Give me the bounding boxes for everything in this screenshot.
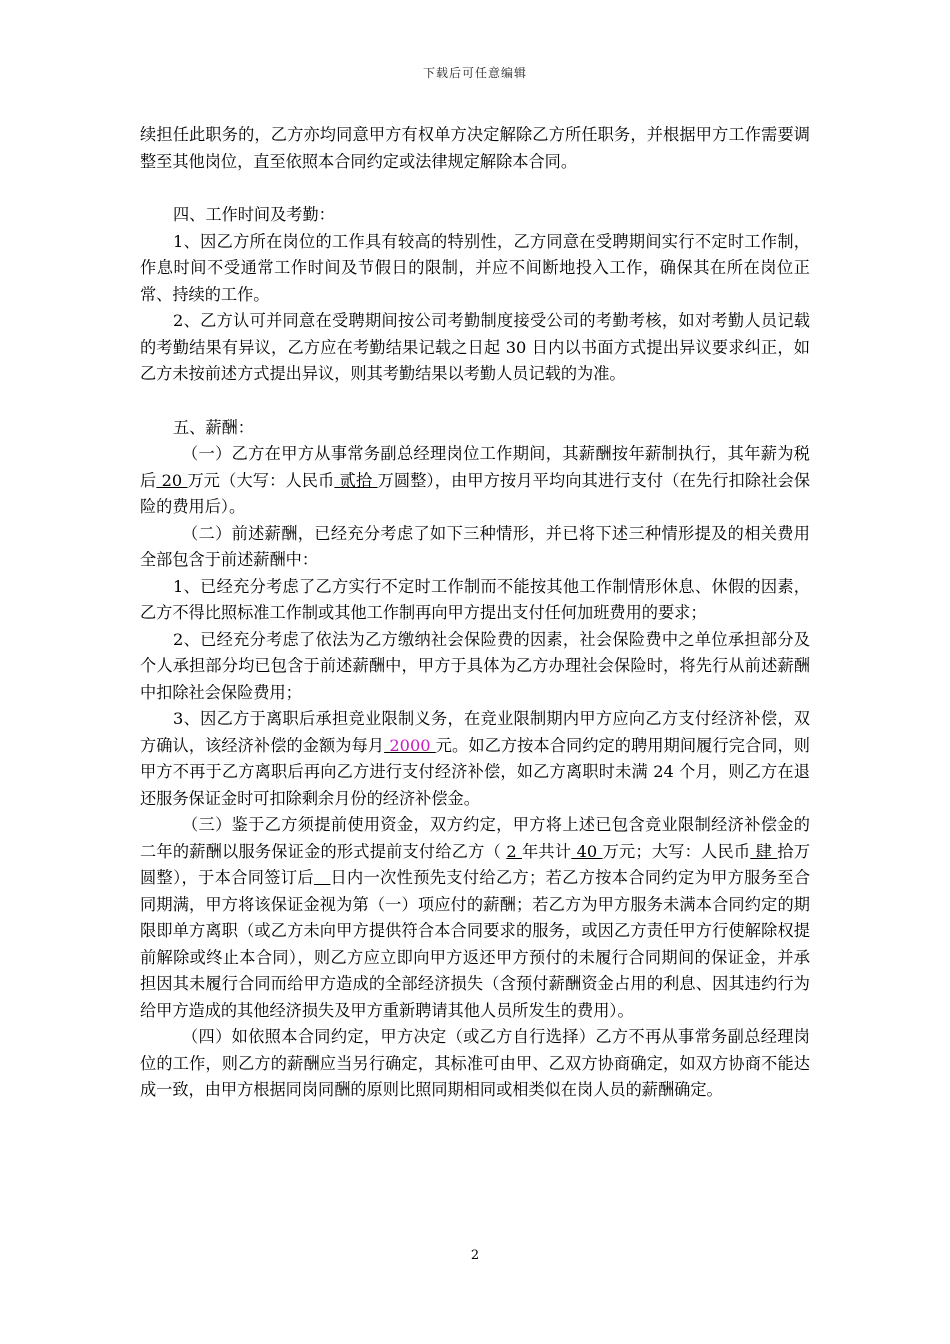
section-5-item-2-case-3: 3、因乙方于离职后承担竞业限制义务，在竞业限制期内甲方应向乙方支付经济补偿，双方确认，该经济补偿的金额为每月 2000 元。如乙方按本合同约定的聘用期间履行完合同，则甲方不再于乙方离职后再向乙方进行支付经济补偿，如乙方离职时未满 24 个月，则乙方在退还服务保证金时可扣除剩余月份的经济补偿金。 — [140, 709, 810, 808]
section-5-item-2-case-2: 2、已经充分考虑了依法为乙方缴纳社会保险费的因素，社会保险费中之单位承担部分及个人承担部分均已包含于前述薪酬中，甲方于具体为乙方办理社会保险时，将先行从前述薪酬中扣除社会保险费用； — [140, 629, 810, 702]
section-5-item-3: （三）鉴于乙方须提前使用资金，双方约定，甲方将上述已包含竞业限制经济补偿金的二年的薪酬以服务保证金的形式提前支付给乙方（ 2 年共计 40 万元；大写：人民币 肆 拾万圆整），于本合同签订后 日内一次性预先支付给乙方；若乙方按本合同约定为甲方服务至合同期满，甲方将该保证金视为第（一）项应付的薪酬；若乙方为甲方服务未满本合同约定的期限即单方离职（或乙方未向甲方提供符合本合同要求的服务，或因乙方责任甲方行使解除权提前解除或终止本合同），则乙方应立即向甲方返还甲方预付的未履行合同期间的保证金，并承担因其未履行合同而给甲方造成的全部经济损失（含预付薪酬资金占用的利息、因其违约行为给甲方造成的其他经济损失及甲方重新聘请其他人员所发生的费用）。 — [140, 815, 811, 1020]
compensation-amount-field: 2000 — [384, 735, 436, 755]
section-4-clause-2: 2、乙方认可并同意在受聘期间按公司考勤制度接受公司的考勤考核，如对考勤人员记载的考勤结果有异议，乙方应在考勤结果记载之日起 30 日内以书面方式提出异议要求纠正，如乙方未按前述方式提出异议，则其考勤结果以考勤人员记载的为准。 — [140, 311, 810, 383]
section-4-clause-1: 1、因乙方所在岗位的工作具有较高的特别性，乙方同意在受聘期间实行不定时工作制，作息时间不受通常工作时间及节假日的限制，并应不间断地投入工作，确保其在所在岗位正常、持续的工作。 — [140, 231, 810, 304]
total-amount-field: 40 — [571, 841, 603, 861]
section-5-item-2-case-1: 1、已经充分考虑了乙方实行不定时工作制而不能按其他工作制情形休息、休假的因素，乙方不得比照标准工作制或其他工作制再向甲方提出支付任何加班费用的要求； — [140, 576, 810, 622]
document-body — [140, 122, 810, 1104]
section-4-title: 四、工作时间及考勤： — [173, 205, 335, 224]
section-5-item-4: （四）如依照本合同约定，甲方决定（或乙方自行选择）乙方不再从事常务副总经理岗位的工作，则乙方的薪酬应当另行确定，其标准可由甲、乙双方协商确定，如双方协商不能达成一致，由甲方根据同岗同酬的原则比照同期相同或相类似在岗人员的薪酬确定。 — [140, 1027, 810, 1099]
page-number: 2 — [470, 1248, 480, 1263]
days-field — [314, 868, 331, 887]
paragraph-intro: 续担任此职务的，乙方亦均同意甲方有权单方决定解除乙方所任职务，并根据甲方工作需要调整至其他岗位，直至依照本合同约定或法律规定解除本合同。 — [140, 125, 810, 171]
section-5-item-1: （一）乙方在甲方从事常务副总经理岗位工作期间，其薪酬按年薪制执行，其年薪为税后 20 万元（大写：人民币 贰拾 万圆整），由甲方按月平均向其进行支付（在先行扣除社会保险的费用后）。 — [140, 444, 811, 516]
years-field: 2 — [506, 841, 523, 861]
section-5-item-2: （二）前述薪酬，已经充分考虑了如下三种情形，并已将下述三种情形提及的相关费用全部包含于前述薪酬中： — [140, 523, 810, 569]
section-5-title: 五、薪酬： — [173, 417, 254, 437]
salary-amount-cn-field: 贰拾 — [334, 470, 378, 490]
page-header: 下载后可任意编辑 — [422, 66, 527, 80]
total-amount-cn-field: 肆 — [750, 841, 778, 861]
salary-amount-field: 20 — [156, 470, 188, 490]
